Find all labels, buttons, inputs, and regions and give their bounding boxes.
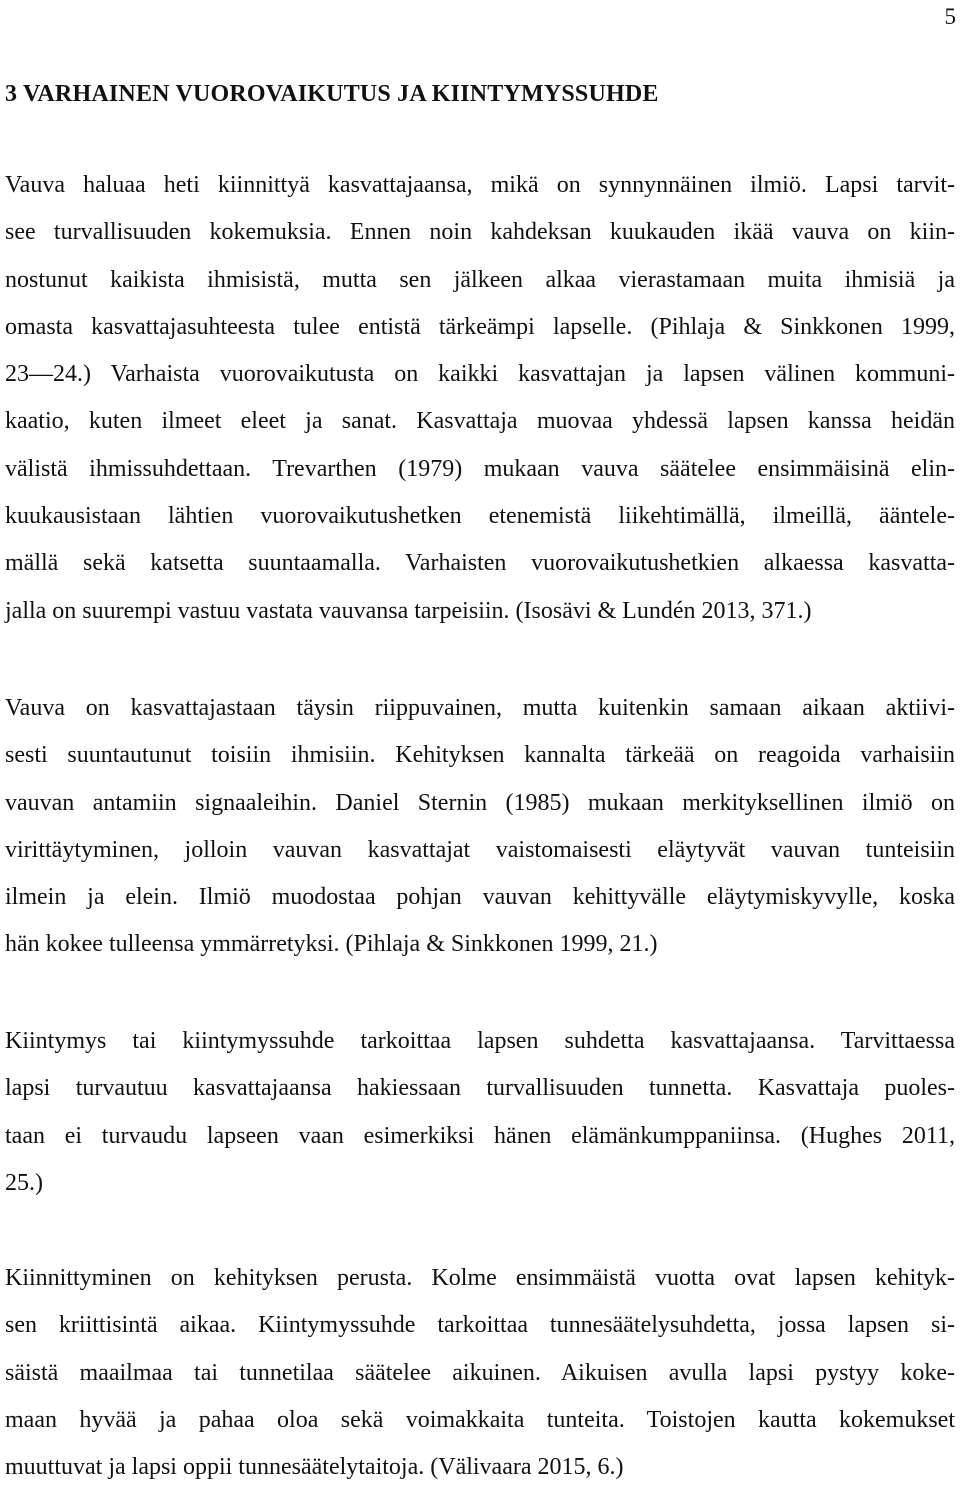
chapter-heading: 3 VARHAINEN VUOROVAIKUTUS JA KIINTYMYSSUHDE [5, 81, 659, 107]
paragraph-3 [5, 1018, 955, 1207]
paragraph-4 [5, 1255, 955, 1491]
text-line: mällä sekä katsetta suuntaamalla. Varhaisten vuorovaikutushetkien alkaessa kasvatta- [5, 550, 955, 577]
text-line: Kiintymys tai kiintymyssuhde tarkoittaa lapsen suhdetta kasvattajaansa. Tarvittaessa [5, 1028, 955, 1054]
text-line: muuttuvat ja lapsi oppii tunnesäätelytaitoja. (Välivaara 2015, 6.) [5, 1454, 624, 1481]
text-line: ilmein ja elein. Ilmiö muodostaa pohjan vauvan kehittyvälle eläytymiskyvylle, koska [5, 884, 955, 911]
text-line: sen kriittisintä aikaa. Kiintymyssuhde tarkoittaa tunnesäätelysuhdetta, jossa lapsen si- [5, 1312, 955, 1339]
paragraph-1 [5, 162, 955, 635]
text-line: välistä ihmissuhdettaan. Trevarthen (1979) mukaan vauva säätelee ensimmäisinä elin- [5, 455, 955, 482]
text-line: Vauva on kasvattajastaan täysin riippuvainen, mutta kuitenkin samaan aikaan aktiivi- [5, 695, 955, 721]
text-line: jalla on suurempi vastuu vastata vauvansa tarpeisiin. (Isosävi & Lundén 2013, 371.) [5, 597, 812, 624]
page-number: 5 [944, 4, 956, 29]
text-line: 23—24.) Varhaista vuorovaikutusta on kaikki kasvattajan ja lapsen välinen kommuni- [5, 361, 955, 388]
text-line: hän kokee tulleensa ymmärretyksi. (Pihlaja & Sinkkonen 1999, 21.) [5, 931, 658, 958]
text-line: see turvallisuuden kokemuksia. Ennen noin kahdeksan kuukauden ikää vauva on kiin- [5, 219, 955, 246]
text-line: kaatio, kuten ilmeet eleet ja sanat. Kasvattaja muovaa yhdessä lapsen kanssa heidän [5, 408, 955, 435]
text-line: taan ei turvaudu lapseen vaan esimerkiksi hänen elämänkumppaniinsa. (Hughes 2011, [5, 1122, 955, 1149]
text-line: lapsi turvautuu kasvattajaansa hakiessaan turvallisuuden tunnetta. Kasvattaja puoles- [5, 1075, 955, 1102]
text-line: maan hyvää ja pahaa oloa sekä voimakkaita tunteita. Toistojen kautta kokemukset [5, 1406, 955, 1433]
text-line: vauvan antamiin signaaleihin. Daniel Sternin (1985) mukaan merkityksellinen ilmiö on [5, 789, 955, 816]
text-line: Kiinnittyminen on kehityksen perusta. Kolme ensimmäistä vuotta ovat lapsen kehityk- [5, 1265, 955, 1291]
text-line: nostunut kaikista ihmisistä, mutta sen jälkeen alkaa vierastamaan muita ihmisiä ja [5, 266, 955, 293]
text-line: omasta kasvattajasuhteesta tulee entistä tärkeämpi lapselle. (Pihlaja & Sinkkonen 1999, [5, 313, 955, 340]
text-line: Vauva haluaa heti kiinnittyä kasvattajaansa, mikä on synnynnäinen ilmiö. Lapsi tarvit- [5, 172, 955, 198]
paragraph-2 [5, 685, 955, 969]
text-line: sesti suuntautunut toisiin ihmisiin. Kehityksen kannalta tärkeää on reagoida varhaisiin [5, 742, 955, 769]
text-line: säistä maailmaa tai tunnetilaa säätelee aikuinen. Aikuisen avulla lapsi pystyy koke- [5, 1359, 955, 1386]
text-line: virittäytyminen, jolloin vauvan kasvattajat vaistomaisesti eläytyvät vauvan tunteisiin [5, 836, 955, 863]
text-line: 25.) [5, 1169, 43, 1196]
text-line: kuukausistaan lähtien vuorovaikutushetken etenemistä liikehtimällä, ilmeillä, ääntele- [5, 503, 955, 530]
